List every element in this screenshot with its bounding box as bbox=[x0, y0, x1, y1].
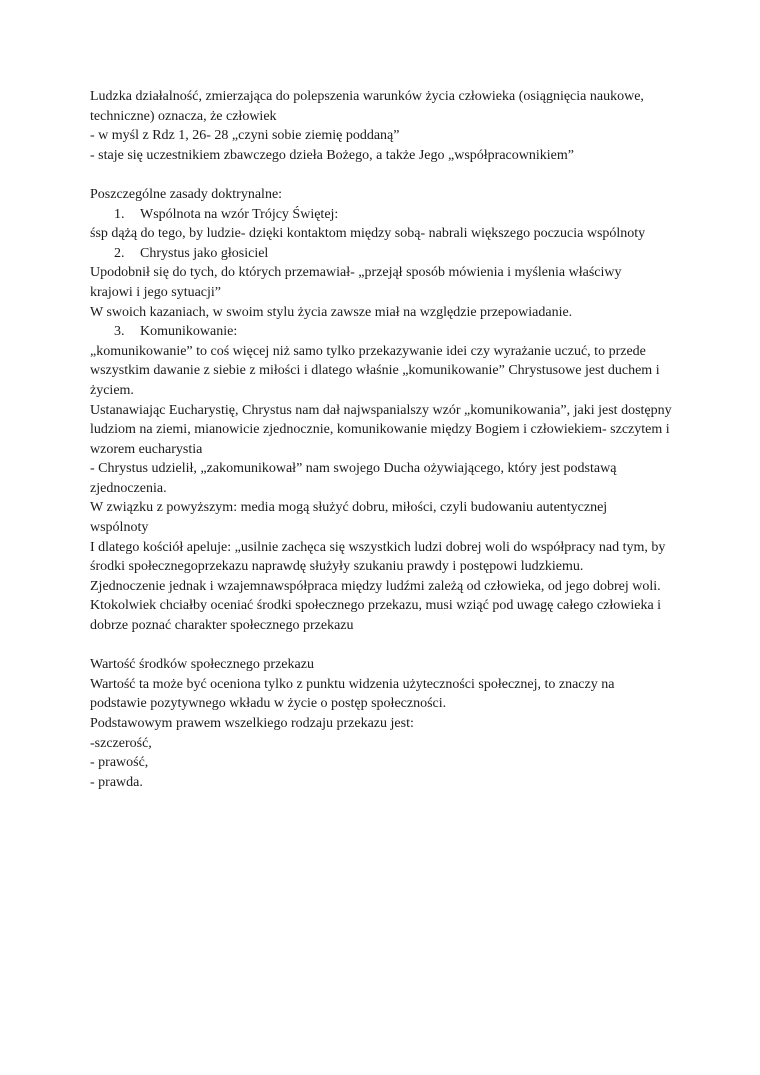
item3-text-5: I dlatego kościół apeluje: „usilnie zachęca się wszystkich ludzi dobrej woli do współpracy nad tym, by środki społecznegoprzekazu naprawdę służyły szukaniu prawdy i postępowi ludzkiemu. bbox=[90, 539, 666, 575]
intro-point-1: - w myśl z Rdz 1, 26- 28 „czyni sobie ziemię poddaną” bbox=[90, 128, 400, 144]
item-number: 1. bbox=[114, 206, 125, 222]
item3-text-6: Zjednoczenie jednak i wzajemnawspółpraca między ludźmi zależą od człowieka, od jego dobrej woli. bbox=[90, 578, 661, 594]
item3-text-1: „komunikowanie” to coś więcej niż samo tylko przekazywanie idei czy wyrażanie uczuć, to przede wszystkim dawanie z siebie z miłości i dlatego właśnie „komunikowanie” Chrystusowe jest duchem i życiem. bbox=[90, 343, 660, 398]
item-title: Komunikowanie: bbox=[140, 324, 238, 340]
item-number: 3. bbox=[114, 324, 125, 340]
item1-text: śsp dążą do tego, by ludzie- dzięki kontaktom między sobą- nabrali większego poczucia wspólnoty bbox=[90, 226, 646, 242]
numbered-item-2 bbox=[90, 244, 680, 264]
item-title: Chrystus jako głosiciel bbox=[140, 245, 269, 261]
value-text-2: Podstawowym prawem wszelkiego rodzaju przekazu jest: bbox=[90, 716, 414, 731]
item3-text-3: - Chrystus udzielił, „zakomunikował” nam swojego Ducha ożywiającego, który jest podstawą zjednoczenia. bbox=[90, 461, 617, 496]
item3-text-4: W związku z powyższym: media mogą służyć dobru, miłości, czyli budowaniu autentycznej wspólnoty bbox=[90, 500, 608, 536]
item-title: Wspólnota na wzór Trójcy Świętej: bbox=[140, 206, 339, 222]
intro-paragraph: Ludzka działalność, zmierzająca do polepszenia warunków życia człowieka (osiągnięcia naukowe, techniczne) oznacza, że człowiek bbox=[90, 89, 644, 124]
numbered-item-3 bbox=[90, 322, 680, 342]
value-text-1: Wartość ta może być oceniona tylko z punktu widzenia użyteczności społecznej, to znaczy na podstawie pozytywnego wkładu w życie o postęp społeczności. bbox=[90, 676, 615, 712]
value-list-item: - prawda. bbox=[90, 774, 143, 790]
numbered-item-1 bbox=[90, 205, 680, 225]
value-heading: Wartość środków społecznego przekazu bbox=[90, 657, 314, 673]
document-body bbox=[90, 87, 680, 792]
doctrine-heading: Poszczególne zasady doktrynalne: bbox=[90, 186, 283, 202]
intro-point-2: - staje się uczestnikiem zbawczego dzieła Bożego, a także Jego „współpracownikiem” bbox=[90, 147, 574, 163]
value-list-item: - prawość, bbox=[90, 755, 149, 771]
item-number: 2. bbox=[114, 245, 125, 261]
item2-text-2: W swoich kazaniach, w swoim stylu życia zawsze miał na względzie przepowiadanie. bbox=[90, 304, 573, 320]
paragraph-gap bbox=[90, 165, 680, 185]
item3-text-2: Ustanawiając Eucharystię, Chrystus nam dał najwspanialszy wzór „komunikowania”, jaki jest dostępny ludziom na ziemi, mianowicie zjednocznie, komunikowanie między Bogiem i człowiekiem- szczytem i wzorem eucharystia bbox=[90, 402, 672, 457]
paragraph-gap bbox=[90, 636, 680, 656]
item3-text-7: Ktokolwiek chciałby oceniać środki społecznego przekazu, musi wziąć pod uwagę całego człowieka i dobrze poznać charakter społecznego przekazu bbox=[90, 598, 662, 634]
item2-text-1: Upodobnił się do tych, do których przemawiał- „przejął sposób mówienia i myślenia właściwy krajowi i jego sytuacji” bbox=[90, 265, 622, 300]
value-list-item: -szczerość, bbox=[90, 735, 152, 751]
